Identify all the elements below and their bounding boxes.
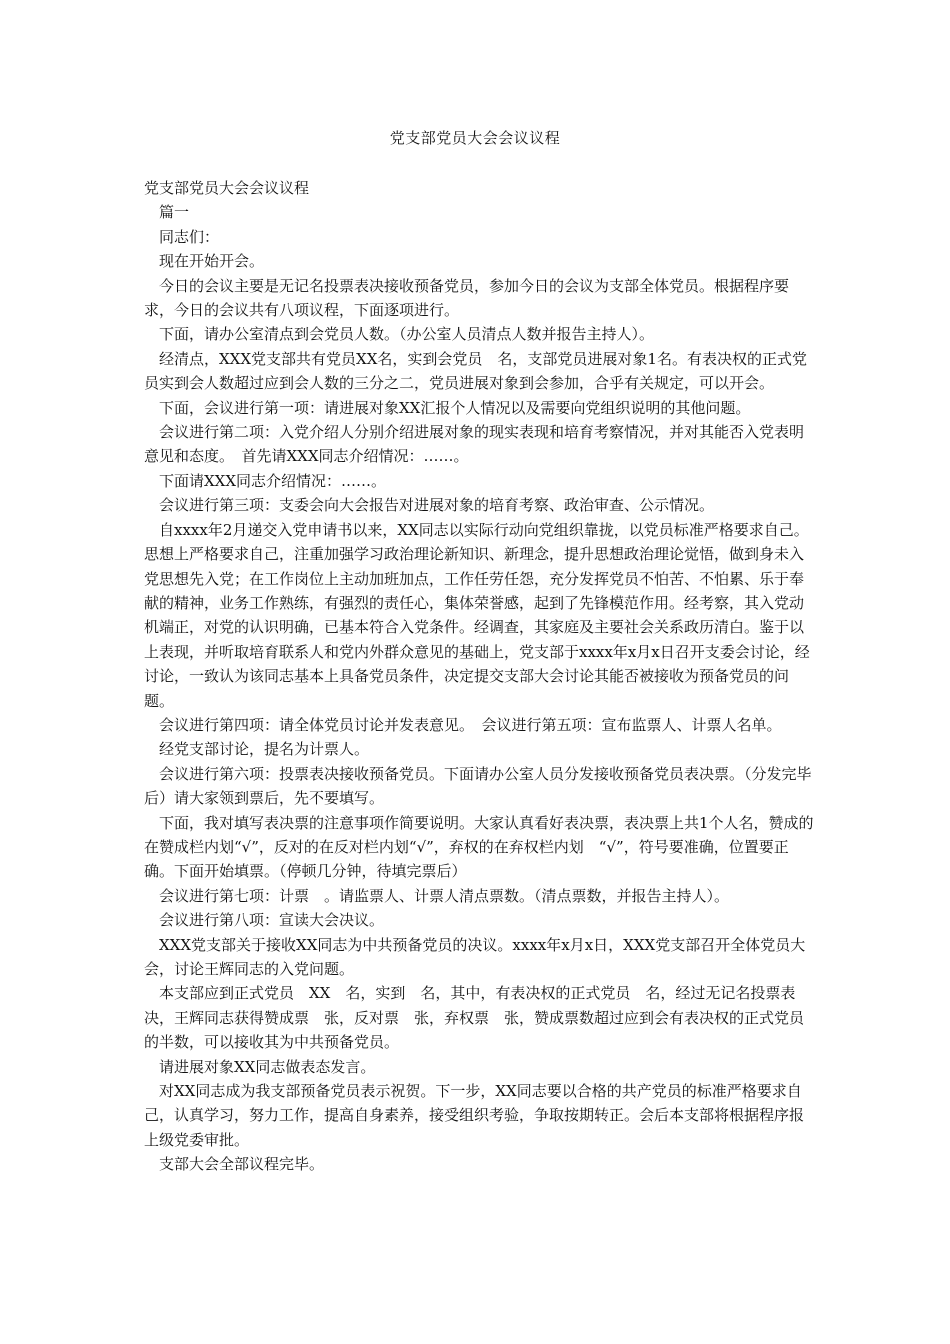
paragraph: 会议进行第六项：投票表决接收预备党员。下面请办公室人员分发接收预备党员表决票。（分发完毕后）请大家领到票后，先不要填写。 — [144, 764, 812, 808]
paragraph: 现在开始开会。 — [159, 252, 265, 271]
paragraph: XXX党支部关于接收XX同志为中共预备党员的决议。xxxx年x月x日，XXX党支部召开全体党员大会，讨论王辉同志的入党问题。 — [144, 935, 806, 978]
document-body — [144, 176, 816, 1177]
section-label: 篇一 — [159, 203, 190, 222]
paragraph: 本支部应到正式党员 XX 名，实到 名，其中，有表决权的正式党员 名，经过无记名投票表决，王辉同志获得赞成票 张，反对票 张，弃权票 张，赞成票数超过应到会有表决权的正式党员的半数，可以接收其为中共预备党员。 — [144, 984, 805, 1052]
paragraph: 会议进行第四项：请全体党员讨论并发表意见。 会议进行第五项：宣布监票人、计票人名单。 — [159, 715, 782, 734]
paragraph: 对XX同志成为我支部预备党员表示祝贺。下一步，XX同志要以合格的共产党员的标准严格要求自己，认真学习，努力工作，提高自身素养，接受组织考验，争取按期转正。会后本支部将根据程序报上级党委审批。 — [144, 1082, 805, 1149]
paragraph: 会议进行第七项：计票 。请监票人、计票人清点票数。（清点票数，并报告主持人）。 — [159, 886, 730, 905]
paragraph: 下面，我对填写表决票的注意事项作简要说明。大家认真看好表决票，表决票上共1个人名，赞成的在赞成栏内划“√”，反对的在反对栏内划“√”，弃权的在弃权栏内划 “√”，符号要准确，位置要正确。下面开始填票。（停顿几分钟，待填完票后） — [144, 813, 814, 881]
paragraph: 今日的会议主要是无记名投票表决接收预备党员，参加今日的会议为支部全体党员。根据程序要求，今日的会议共有八项议程，下面逐项进行。 — [144, 276, 790, 320]
paragraph: 自xxxx年2月递交入党申请书以来，XX同志以实际行动向党组织靠拢，以党员标准严格要求自己。思想上严格要求自己，注重加强学习政治理论新知识、新理念，提升思想政治理论觉悟，做到身未入党思想先入党；在工作岗位上主动加班加点，工作任劳任怨，充分发挥党员不怕苦、不怕累、乐于奉献的精神，业务工作熟练，有强烈的责任心，集体荣誉感，起到了先锋模范作用。经考察，其入党动机端正，对党的认识明确，已基本符合入党条件。经调查，其家庭及主要社会关系政历清白。鉴于以上表现，并听取培育联系人和党内外群众意见的基础上，党支部于xxxx年x月x日召开支委会讨论，经讨论，一致认为该同志基本上具备党员条件，决定提交支部大会讨论其能否被接收为预备党员的问题。 — [144, 520, 810, 710]
paragraph: 会议进行第八项：宣读大会决议。 — [159, 911, 385, 930]
paragraph: 下面，会议进行第一项：请进展对象XX汇报个人情况以及需要向党组织说明的其他问题。 — [159, 398, 751, 417]
body-heading: 党支部党员大会会议议程 — [144, 179, 310, 197]
paragraph: 经党支部讨论，提名为计票人。 — [159, 740, 370, 759]
paragraph: 下面请XXX同志介绍情况：……。 — [159, 471, 387, 490]
paragraph: 会议进行第二项：入党介绍人分别介绍进展对象的现实表现和培育考察情况，并对其能否入党表明意见和态度。 首先请XXX同志介绍情况：……。 — [144, 423, 805, 466]
salutation: 同志们： — [159, 227, 220, 246]
paragraph: 支部大会全部议程完毕。 — [159, 1155, 325, 1174]
paragraph: 下面，请办公室清点到会党员人数。（办公室人员清点人数并报告主持人）。 — [159, 325, 655, 344]
document-title: 党支部党员大会会议议程 — [389, 129, 561, 147]
paragraph: 请进展对象XX同志做表态发言。 — [159, 1057, 376, 1076]
paragraph: 经清点，XXX党支部共有党员XX名，实到会党员 名，支部党员进展对象1名。有表决权的正式党员实到会人数超过应到会人数的三分之二，党员进展对象到会参加，合乎有关规定，可以开会。 — [144, 349, 807, 393]
paragraph: 会议进行第三项：支委会向大会报告对进展对象的培育考察、政治审查、公示情况。 — [159, 496, 715, 515]
